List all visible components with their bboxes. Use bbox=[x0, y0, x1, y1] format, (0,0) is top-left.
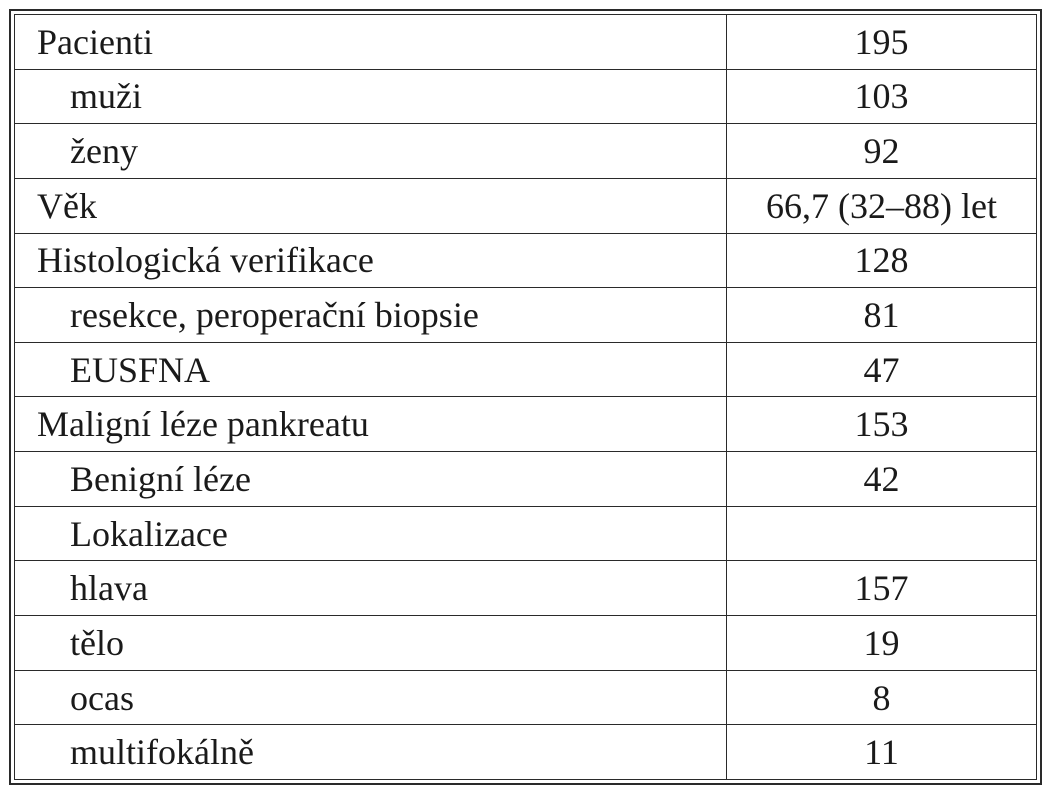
row-value: 19 bbox=[727, 616, 1037, 671]
table-row bbox=[15, 670, 1037, 725]
row-value: 47 bbox=[727, 342, 1037, 397]
row-label: Lokalizace bbox=[15, 506, 727, 561]
row-label: Pacienti bbox=[15, 15, 727, 70]
row-label: Benigní léze bbox=[15, 452, 727, 507]
row-value: 11 bbox=[727, 725, 1037, 780]
row-label: Věk bbox=[15, 178, 727, 233]
table-row bbox=[15, 288, 1037, 343]
patient-characteristics-table bbox=[14, 14, 1037, 780]
row-value: 103 bbox=[727, 69, 1037, 124]
row-value: 66,7 (32–88) let bbox=[727, 178, 1037, 233]
row-label: ocas bbox=[15, 670, 727, 725]
table-row bbox=[15, 397, 1037, 452]
row-value: 195 bbox=[727, 15, 1037, 70]
table-row bbox=[15, 506, 1037, 561]
table-row bbox=[15, 342, 1037, 397]
table-row bbox=[15, 561, 1037, 616]
row-value: 42 bbox=[727, 452, 1037, 507]
row-value: 81 bbox=[727, 288, 1037, 343]
table-row bbox=[15, 15, 1037, 70]
table-row bbox=[15, 452, 1037, 507]
row-value: 92 bbox=[727, 124, 1037, 179]
table-row bbox=[15, 178, 1037, 233]
row-label: Histologická verifikace bbox=[15, 233, 727, 288]
row-value: 8 bbox=[727, 670, 1037, 725]
row-label: EUSFNA bbox=[15, 342, 727, 397]
table-row bbox=[15, 69, 1037, 124]
row-value bbox=[727, 506, 1037, 561]
table-row bbox=[15, 233, 1037, 288]
row-label: tělo bbox=[15, 616, 727, 671]
table-row bbox=[15, 616, 1037, 671]
row-label: hlava bbox=[15, 561, 727, 616]
row-label: resekce, peroperační biopsie bbox=[15, 288, 727, 343]
row-label: ženy bbox=[15, 124, 727, 179]
row-value: 157 bbox=[727, 561, 1037, 616]
row-label: multifokálně bbox=[15, 725, 727, 780]
table-row bbox=[15, 124, 1037, 179]
row-value: 153 bbox=[727, 397, 1037, 452]
row-label: muži bbox=[15, 69, 727, 124]
table-row bbox=[15, 725, 1037, 780]
row-label: Maligní léze pankreatu bbox=[15, 397, 727, 452]
table-frame bbox=[9, 9, 1042, 785]
row-value: 128 bbox=[727, 233, 1037, 288]
